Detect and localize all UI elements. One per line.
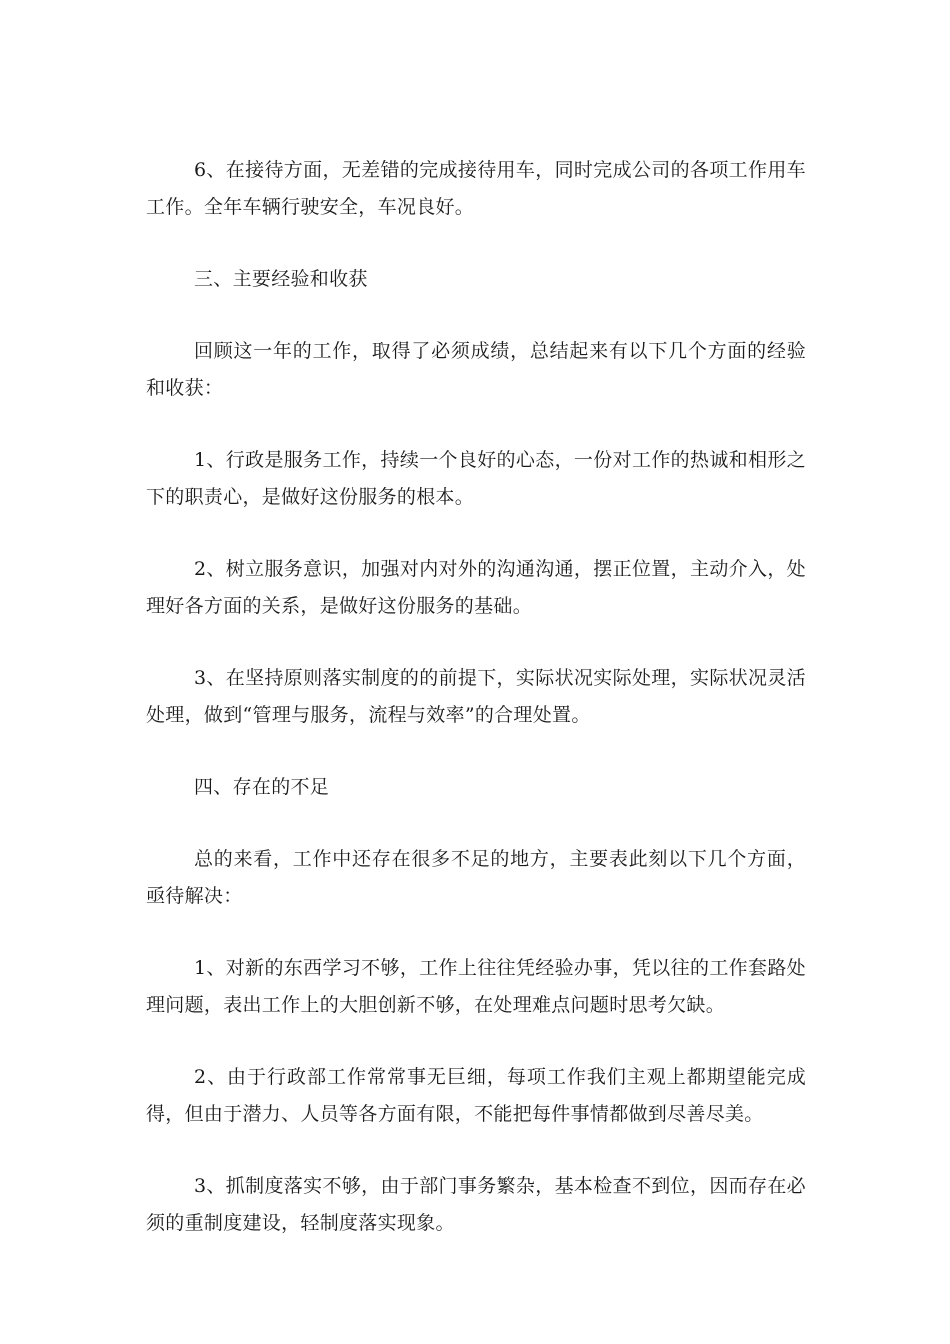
paragraph-reception-vehicles: 6、在接待方面，无差错的完成接待用车，同时完成公司的各项工作用车工作。全年车辆行驶安全，车况良好。	[146, 159, 806, 218]
paragraph-shortcomings-intro: 总的来看，工作中还存在很多不足的地方，主要表此刻以下几个方面，亟待解决：	[146, 848, 806, 907]
paragraph-shortcoming-3: 3、抓制度落实不够，由于部门事务繁杂，基本检查不到位，因而存在必须的重制度建设，轻制度落实现象。	[146, 1175, 806, 1234]
paragraph-shortcoming-2: 2、由于行政部工作常常事无巨细，每项工作我们主观上都期望能完成得，但由于潜力、人员等各方面有限，不能把每件事情都做到尽善尽美。	[146, 1066, 806, 1125]
paragraph-experience-2: 2、树立服务意识，加强对内对外的沟通沟通，摆正位置，主动介入，处理好各方面的关系，是做好这份服务的基础。	[146, 558, 806, 617]
section-heading-experience: 三、主要经验和收获	[194, 268, 368, 290]
paragraph-experience-1: 1、行政是服务工作，持续一个良好的心态，一份对工作的热诚和相形之下的职责心，是做好这份服务的根本。	[146, 449, 806, 508]
paragraph-review-intro: 回顾这一年的工作，取得了必须成绩，总结起来有以下几个方面的经验和收获：	[146, 340, 806, 399]
section-heading-shortcomings: 四、存在的不足	[194, 776, 330, 798]
document-body	[146, 152, 806, 1277]
paragraph-experience-3: 3、在坚持原则落实制度的的前提下，实际状况实际处理，实际状况灵活处理，做到“管理与服务，流程与效率”的合理处置。	[146, 667, 806, 726]
paragraph-shortcoming-1: 1、对新的东西学习不够，工作上往往凭经验办事，凭以往的工作套路处理问题，表出工作上的大胆创新不够，在处理难点问题时思考欠缺。	[146, 957, 806, 1016]
